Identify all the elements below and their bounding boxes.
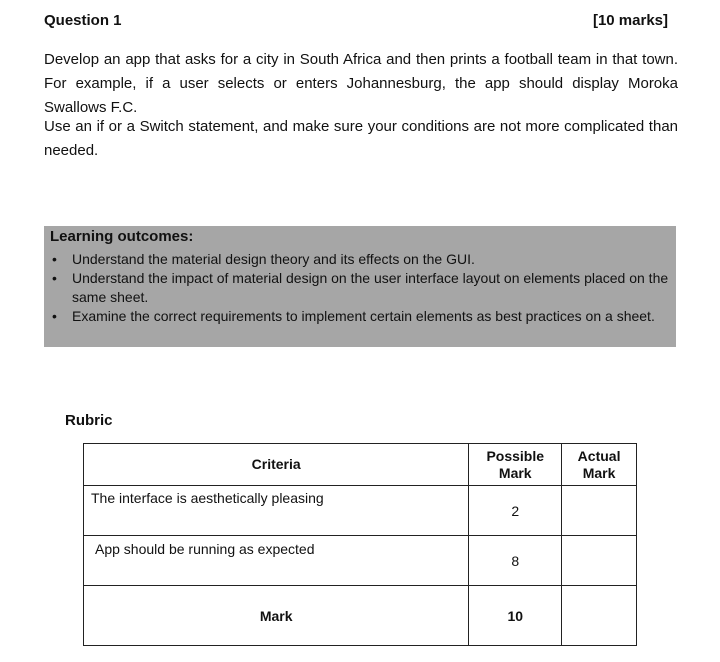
- learning-outcome-text: Understand the impact of material design on the user interface layout on elements placed on the same sheet.: [72, 270, 669, 305]
- total-actual-cell: [562, 586, 637, 646]
- actual-mark-header: [562, 444, 637, 486]
- learning-outcome-item: [50, 307, 670, 326]
- possible-mark-header-line1: Possible: [486, 447, 545, 464]
- actual-mark-cell: [562, 536, 637, 586]
- actual-mark-header-line2: Mark: [582, 464, 616, 481]
- learning-outcomes-box: [44, 226, 676, 347]
- table-row: [84, 486, 637, 536]
- learning-outcome-text: Understand the material design theory and its effects on the GUI.: [72, 251, 475, 267]
- learning-outcome-text: Examine the correct requirements to implement certain elements as best practices on a sheet.: [72, 308, 655, 324]
- question-header: [44, 12, 668, 32]
- question-instructions: Develop an app that asks for a city in South Africa and then prints a football team in that town. For example, if a user selects or enters Johannesburg, the app should display Moroka Swallows F.C.: [44, 51, 678, 116]
- rubric-header-row: [84, 444, 637, 486]
- possible-mark-cell: 8: [469, 536, 562, 586]
- learning-outcome-item: [50, 250, 670, 269]
- bullet-icon: •: [52, 270, 57, 286]
- total-possible-cell: 10: [469, 586, 562, 646]
- learning-outcomes-title: Learning outcomes:: [50, 228, 194, 245]
- possible-mark-header: [469, 444, 562, 486]
- possible-mark-header-line2: Mark: [498, 464, 532, 481]
- question-title: Question 1: [44, 12, 122, 29]
- learning-outcome-item: [50, 269, 670, 307]
- total-label-cell: Mark: [84, 586, 469, 646]
- rubric-table: [83, 443, 637, 646]
- question-requirements: Use an if or a Switch statement, and make sure your conditions are not more complicated than needed.: [44, 118, 678, 159]
- possible-mark-cell: 2: [469, 486, 562, 536]
- criteria-header: Criteria: [84, 444, 469, 486]
- criteria-cell: The interface is aesthetically pleasing: [84, 486, 469, 536]
- bullet-icon: •: [52, 308, 57, 324]
- table-row: [84, 536, 637, 586]
- rubric-title: Rubric: [65, 412, 113, 429]
- actual-mark-cell: [562, 486, 637, 536]
- learning-outcomes-list: [50, 250, 670, 326]
- criteria-cell: App should be running as expected: [84, 536, 469, 586]
- total-row: [84, 586, 637, 646]
- actual-mark-header-line1: Actual: [577, 447, 621, 464]
- bullet-icon: •: [52, 251, 57, 267]
- question-marks: [10 marks]: [592, 12, 668, 29]
